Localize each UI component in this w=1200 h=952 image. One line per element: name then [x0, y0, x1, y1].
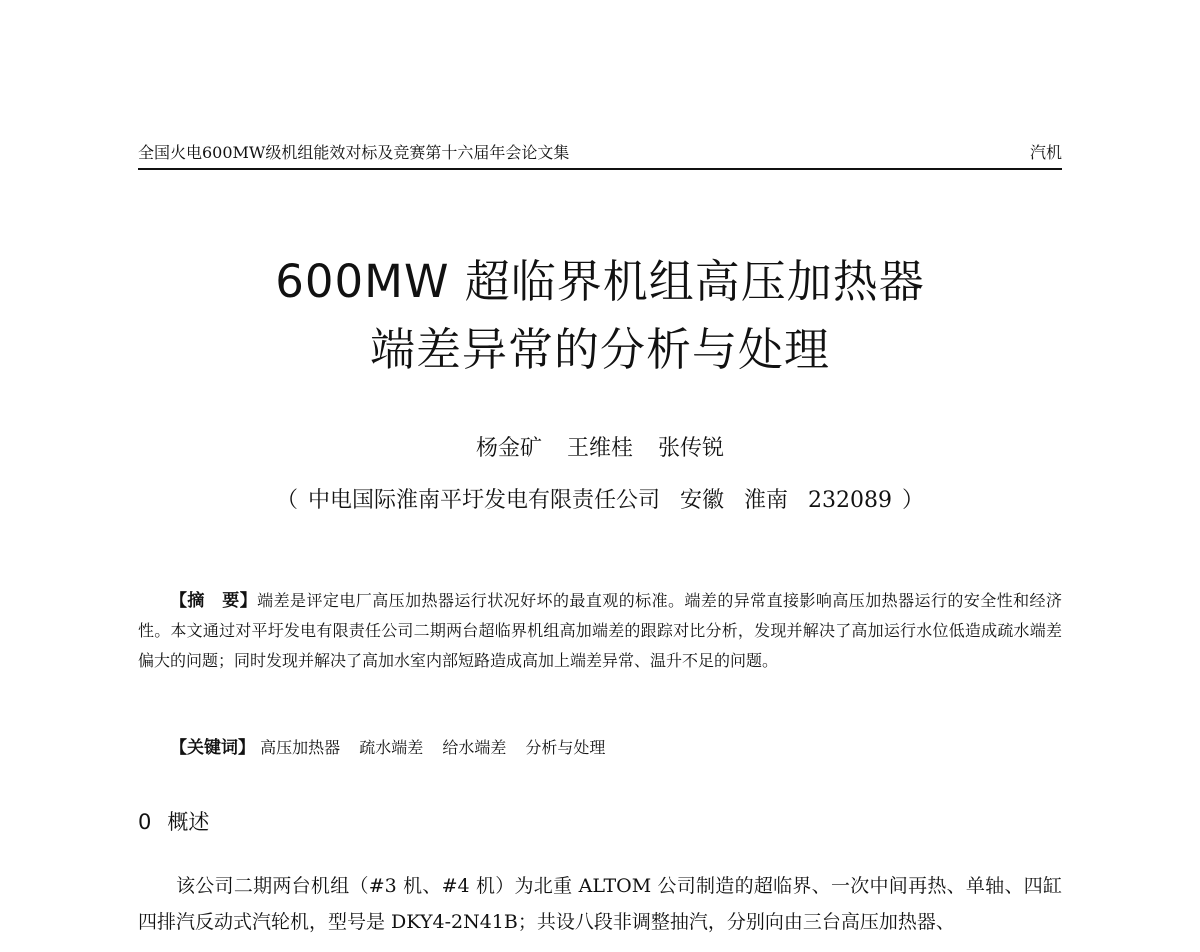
section-heading	[138, 806, 209, 838]
running-header	[138, 138, 1062, 170]
author-name: 王维桂	[566, 436, 633, 461]
author-list	[0, 432, 1200, 466]
abstract-text: 端差是评定电厂高压加热器运行状况好坏的最直观的标准。端差的异常直接影响高压加热器运行的安全性和经济性。本文通过对平圩发电有限责任公司二期两台超临界机组高加端差的跟踪对比分析，发现并解决了高加运行水位低造成疏水端差偏大的问题；同时发现并解决了高加水室内部短路造成高加上端差异常、温升不足的问题。	[138, 591, 1062, 670]
section-number: 0	[138, 810, 152, 834]
keyword: 分析与处理	[525, 738, 606, 757]
abstract-paragraph	[138, 586, 1062, 676]
proceedings-title: 全国火电600MW级机组能效对标及竞赛第十六届年会论文集	[138, 143, 570, 162]
author-affiliation	[0, 484, 1200, 518]
affiliation-city: 淮南	[744, 488, 789, 513]
abstract-label: 【摘 要】	[170, 591, 258, 611]
body-paragraph: 该公司二期两台机组（#3 机、#4 机）为北重 ALTOM 公司制造的超临界、一次中间再热、单轴、四缸四排汽反动式汽轮机，型号是 DKY4-2N41B；共设八段非调整抽汽，分别向由三台高压加热器、	[138, 875, 1062, 933]
keyword: 疏水端差	[359, 738, 424, 757]
body-text	[138, 868, 1062, 940]
affiliation-organization: 中电国际淮南平圩发电有限责任公司	[307, 488, 660, 513]
author-name: 杨金矿	[475, 436, 542, 461]
keyword: 给水端差	[442, 738, 507, 757]
paper-title-line-1: 600MW 超临界机组高压加热器	[275, 255, 925, 308]
affiliation-close-paren: ）	[902, 488, 925, 513]
section-title: 概述	[167, 810, 210, 834]
keywords-label: 【关键词】	[170, 738, 255, 758]
keywords	[170, 733, 1050, 763]
affiliation-postcode: 232089	[808, 488, 893, 513]
keyword: 高压加热器	[260, 738, 341, 757]
affiliation-province: 安徽	[680, 488, 725, 513]
abstract	[138, 586, 1062, 676]
section-category: 汽机	[1029, 143, 1062, 162]
affiliation-open-paren: （	[275, 488, 298, 513]
paper-title-line-2: 端差异常的分析与处理	[369, 323, 830, 376]
author-name: 张传锐	[658, 436, 725, 461]
